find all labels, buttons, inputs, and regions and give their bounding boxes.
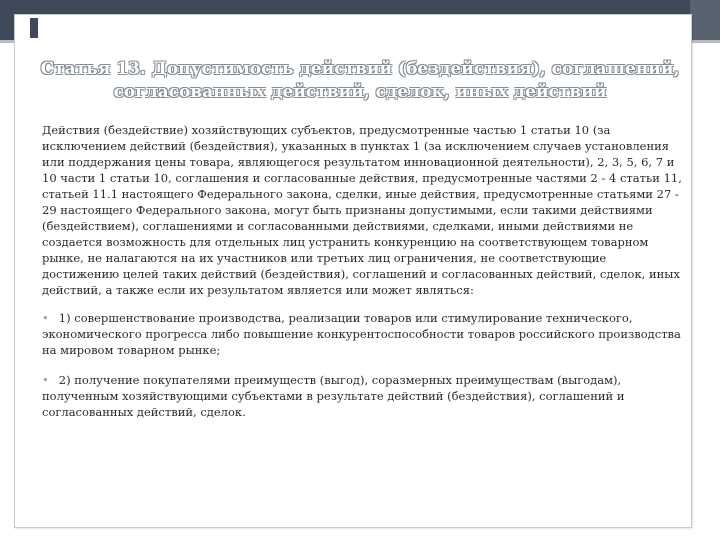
slide-content xyxy=(42,122,682,434)
slide-tab-marker xyxy=(30,18,38,38)
slide-title: Статья 13. Допустимость действий (бездействия), соглашений, согласованных действий, сделок, иных действий xyxy=(40,59,680,102)
main-paragraph: Действия (бездействие) хозяйствующих субъектов, предусмотренные частью 1 статьи 10 (за исключением действий (бездействия), указанных в пунктах 1 (за исключением случаев установления или поддержания цены товара, являющегося результатом инновационной деятельности), 2, 3, 5, 6, 7 и 10 части 1 статьи 10, соглашения и согласованные действия, предусмотренные частями 2 - 4 статьи 11, статьей 11.1 настоящего Федерального закона, сделки, иные действия, предусмотренные статьями 27 - 29 настоящего Федерального закона, могут быть признаны допустимыми, если такими действиями (бездействием), соглашениями и согласованными действиями, сделками, иными действиями не создается возможность для отдельных лиц устранить конкуренцию на соответствующем товарном рынке, не налагаются на их участников или третьих лиц ограничения, не соответствующие достижению целей таких действий (бездействия), соглашений и согласованных действий, сделок, иных действий, а также если их результатом является или может являться: xyxy=(42,123,682,297)
header-bar-accent xyxy=(690,0,720,40)
bullet-marker: • xyxy=(42,311,49,325)
bullet-item-2 xyxy=(42,372,682,420)
bullet-marker: • xyxy=(42,373,49,387)
bullet-text: 1) совершенствование производства, реализации товаров или стимулирование технического, экономического прогресса либо повышение конкурентоспособности товаров российского производства на мировом товарном рынке; xyxy=(42,311,681,357)
bullet-text: 2) получение покупателями преимуществ (выгод), соразмерных преимуществам (выгодам), полученным хозяйствующими субъектами в результате действий (бездействия), соглашений и согласованных действий, сделок. xyxy=(42,373,625,419)
bullet-item-1 xyxy=(42,310,682,358)
